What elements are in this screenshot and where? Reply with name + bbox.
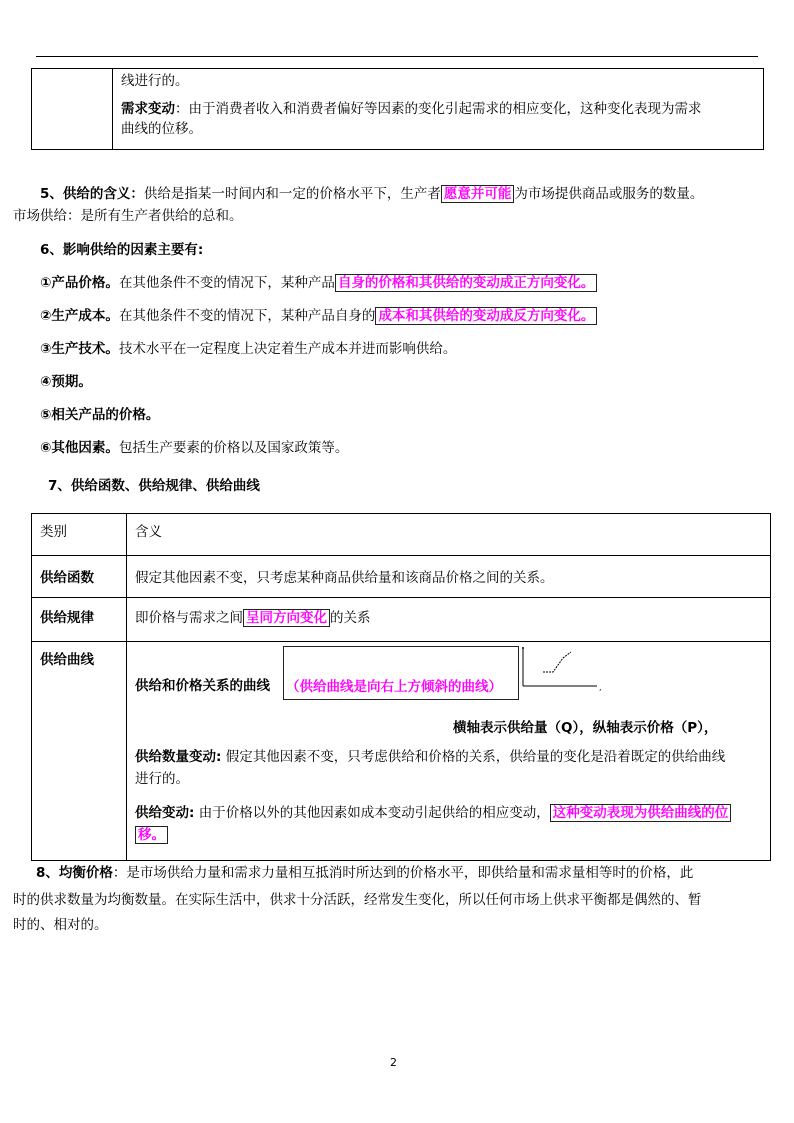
market-supply-line: 市场供给：是所有生产者供给的总和。 (13, 208, 243, 224)
supply-definition-text-end: 为市场提供商品或服务的数量。 (514, 186, 704, 202)
equilibrium-price-line-2: 时的供求数量为均衡数量。在实际生活中，供求十分活跃，经常发生变化，所以任何市场上供求平衡都是偶然的、暂 (13, 892, 702, 908)
supply-law-text-end: 的关系 (330, 610, 371, 626)
quantity-change-text: 假定其他因素不变，只考虑供给和价格的关系，供给量的变化是沿着既定的供给曲线 (221, 749, 726, 765)
x-axis-end: , (599, 683, 602, 692)
factor-item-price (40, 273, 597, 293)
header-category: 类别 (32, 514, 127, 556)
curve-label: 供给和价格关系的曲线 (135, 678, 270, 694)
supply-law-highlight: 呈同方向变化 (243, 609, 330, 627)
row-supply-function-text: 假定其他因素不变，只考虑某种商品供给量和该商品价格之间的关系。 (127, 556, 771, 598)
row-supply-curve-label: 供给曲线 (32, 642, 127, 861)
factor-text: 在其他条件不变的情况下，某种产品 (118, 275, 335, 291)
supply-curve (543, 652, 571, 672)
factor-item-related (40, 405, 159, 425)
factor-label: ④预期。 (40, 374, 92, 390)
demand-change-label: 需求变动 (121, 101, 175, 117)
quantity-change (135, 746, 725, 790)
supply-change-text: 由于价格以外的其他因素如成本变动引起供给的相应变动， (194, 805, 550, 821)
supply-change-highlight-2: 移。 (135, 826, 168, 844)
supply-definition-text: 供给是指某一时间内和一定的价格水平下，生产者 (143, 186, 441, 202)
factor-item-other (40, 438, 348, 458)
supply-change-label: 供给变动: (135, 805, 195, 821)
factor-text: 技术水平在一定程度上决定着生产成本并进而影响供给。 (118, 341, 457, 357)
curve-callout-text: （供给曲线是向右上方倾斜的曲线） (286, 679, 502, 695)
header-rule (36, 56, 758, 57)
equilibrium-price-line-3: 时的、相对的。 (13, 917, 108, 933)
header-meaning: 含义 (127, 514, 771, 556)
factor-highlight: 成本和其供给的变动成反方向变化。 (375, 307, 597, 325)
supply-law-text: 即价格与需求之间 (135, 610, 243, 626)
row-supply-function-label: 供给函数 (32, 556, 127, 598)
equilibrium-price-line-1 (36, 863, 693, 883)
demand-change-text: ：由于消费者收入和消费者偏好等因素的变化引起需求的相应变化，这种变化表现为需求 (175, 101, 702, 117)
y-axis-end (522, 647, 524, 649)
equilibrium-text: ：是市场供给力量和需求力量相互抵消时所达到的价格水平，即供给量和需求量相等时的价格，此 (112, 865, 694, 881)
row-supply-law-cell (127, 598, 771, 642)
supply-table (31, 513, 771, 861)
page-number: 2 (390, 1056, 397, 1069)
factor-label: ③生产技术。 (40, 341, 119, 357)
demand-change-line-2: 曲线的位移。 (121, 121, 202, 137)
continued-line: 线进行的。 (121, 73, 189, 89)
axes-note: 横轴表示供给量（Q），纵轴表示价格（P）， (453, 720, 718, 736)
demand-change-cell (113, 69, 764, 150)
factor-item-expectation (40, 372, 92, 392)
factor-item-cost (40, 306, 597, 326)
supply-change-highlight: 这种变动表现为供给曲线的位 (550, 804, 732, 822)
factor-label: ⑤相关产品的价格。 (40, 407, 160, 423)
factor-highlight: 自身的价格和其供给的变动成正方向变化。 (335, 274, 598, 292)
demand-table-continued (31, 68, 764, 150)
supply-law-title: 7、供给函数、供给规律、供给曲线 (48, 478, 260, 494)
equilibrium-title: 8、均衡价格 (36, 865, 113, 881)
quantity-change-label: 供给数量变动: (135, 749, 222, 765)
demand-change-line (121, 99, 755, 119)
factor-label: ②生产成本。 (40, 308, 119, 324)
factor-label: ①产品价格。 (40, 275, 119, 291)
factor-text: 包括生产要素的价格以及国家政策等。 (118, 440, 349, 456)
supply-definition-highlight: 愿意并可能 (441, 185, 515, 203)
quantity-change-text-2: 进行的。 (135, 771, 189, 787)
supply-definition-title: 5、供给的含义： (40, 186, 144, 202)
curve-line (135, 674, 270, 694)
supply-factors-title: 6、影响供给的因素主要有: (40, 242, 204, 258)
empty-cell (32, 69, 113, 150)
factor-text: 在其他条件不变的情况下，某种产品自身的 (118, 308, 376, 324)
factor-item-tech (40, 339, 456, 359)
curve-callout-box (283, 646, 519, 700)
supply-definition (40, 184, 703, 204)
row-supply-curve-cell (127, 642, 771, 861)
factor-label: ⑥其他因素。 (40, 440, 119, 456)
row-supply-law-label: 供给规律 (32, 598, 127, 642)
supply-curve-graph (519, 642, 609, 696)
supply-change (135, 802, 731, 846)
